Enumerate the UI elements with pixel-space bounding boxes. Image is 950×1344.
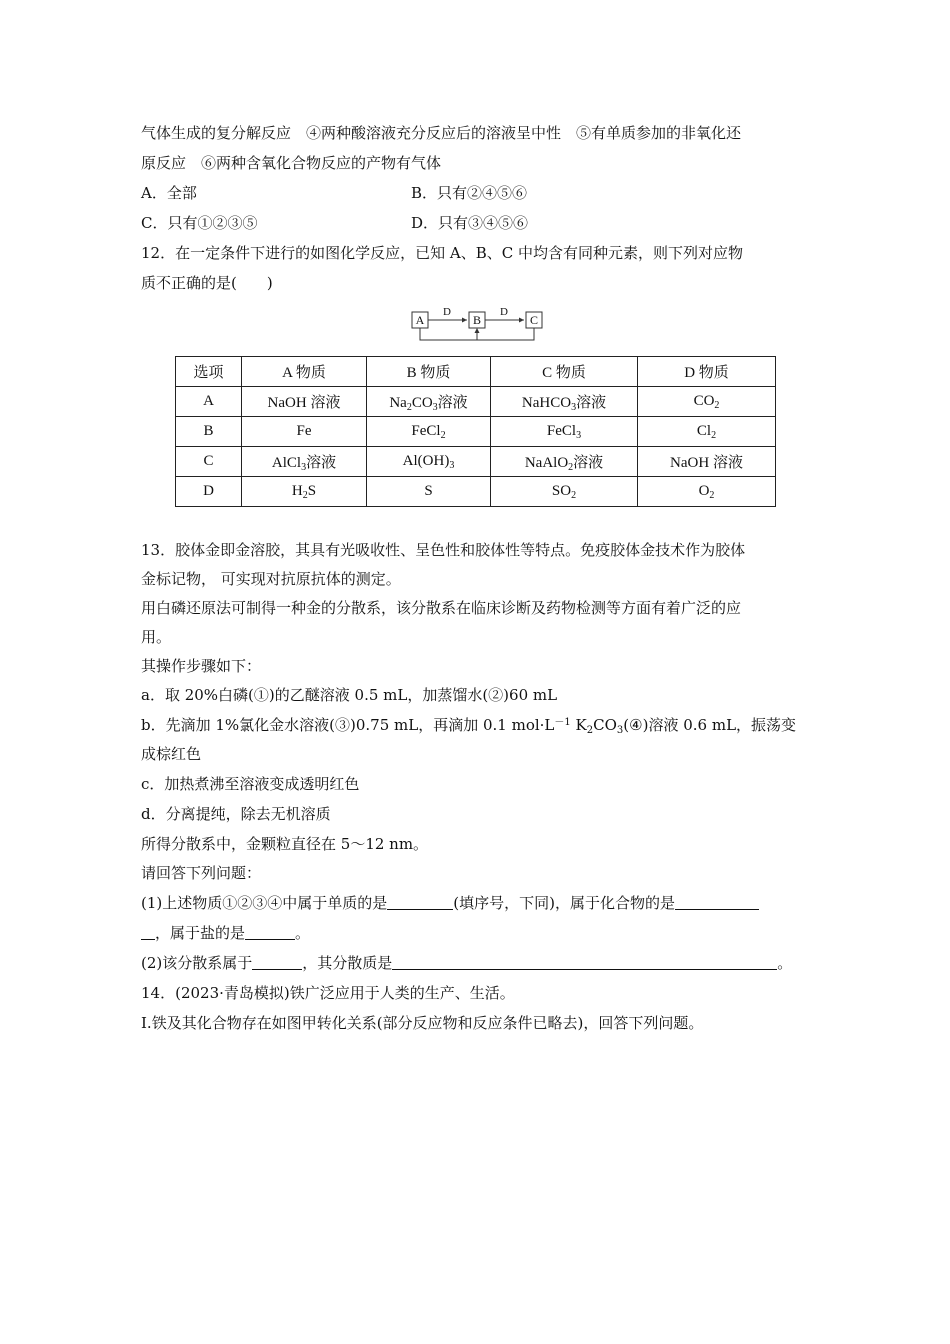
- table-cell: C: [176, 447, 242, 477]
- table-cell: B: [176, 417, 242, 447]
- q13-step-c: c．加热煮沸至溶液变成透明红色: [141, 775, 360, 793]
- table-header: C 物质: [491, 357, 638, 387]
- table-row: [176, 387, 776, 417]
- table-cell: $Al(OH)_3$: [367, 447, 491, 477]
- table-cell: $O_2$: [638, 477, 776, 507]
- q13-line-4: 用。: [141, 628, 172, 646]
- q11-options-row-2: [141, 208, 813, 238]
- arrow-to-b-head: [475, 328, 480, 333]
- table-header-row: [176, 357, 776, 387]
- q13-line-3: 用白磷还原法可制得一种金的分散系，该分散系在临床诊断及药物检测等方面有着广泛的应: [141, 599, 742, 617]
- q14-line-2: Ⅰ.铁及其化合物存在如图甲转化关系(部分反应物和反应条件已略去)，回答下列问题。: [141, 1014, 704, 1032]
- q12-line-2: 质不正确的是( ): [141, 274, 273, 292]
- q14-line-1: 14．(2023·青岛模拟)铁广泛应用于人类的生产、生活。: [141, 984, 515, 1002]
- q13-step-a: a．取 20%白磷(①)的乙醚溶液 0.5 mL，加蒸馏水(②)60 mL: [141, 686, 558, 704]
- table-cell: D: [176, 477, 242, 507]
- table-cell: $CO_2$: [638, 387, 776, 417]
- arrow-a-b-head: [462, 318, 467, 323]
- answer-blank[interactable]: [245, 925, 295, 940]
- q11-option-d: D．只有③④⑤⑥: [411, 214, 529, 232]
- table-cell: FeCl$_3$: [491, 417, 638, 447]
- q11-line-1: 气体生成的复分解反应 ④两种酸溶液充分反应后的溶液呈中性 ⑤有单质参加的非氧化还: [141, 124, 742, 142]
- q11-option-c: C．只有①②③⑤: [141, 214, 258, 232]
- table-cell: $H_2S$: [242, 477, 367, 507]
- table-header: 选项: [176, 357, 242, 387]
- table-cell: A: [176, 387, 242, 417]
- q13-result: 所得分散系中，金颗粒直径在 5～12 nm。: [141, 835, 429, 853]
- table-cell: $Na_2CO_3$溶液: [367, 387, 491, 417]
- edge-label-1: D: [443, 306, 451, 318]
- answer-blank[interactable]: [252, 955, 302, 970]
- answer-blank[interactable]: [387, 895, 453, 910]
- q13-line-5: 其操作步骤如下：: [141, 657, 262, 675]
- table-cell: Fe: [242, 417, 367, 447]
- options-table: [175, 356, 776, 507]
- answer-blank[interactable]: [141, 925, 155, 940]
- table-cell: NaHCO$_3$溶液: [491, 387, 638, 417]
- table-header: B 物质: [367, 357, 491, 387]
- answer-blank[interactable]: [392, 955, 777, 970]
- q13-line-1: 13．胶体金即金溶胶，其具有光吸收性、呈色性和胶体性等特点。免疫胶体金技术作为胶体: [141, 541, 746, 559]
- node-b: B: [472, 313, 482, 327]
- q11-options-row-1: [141, 178, 813, 208]
- q13-part-2: (2)该分散系属于 ，其分散质是 。: [141, 954, 793, 972]
- q11-line-2: 原反应 ⑥两种含氧化合物反应的产物有气体: [141, 154, 442, 172]
- edge-label-2: D: [500, 306, 508, 318]
- node-a: A: [415, 313, 425, 327]
- table-cell: FeCl$_2$: [367, 417, 491, 447]
- table-row: [176, 477, 776, 507]
- q13-line-2: 金标记物， 可实现对抗原抗体的测定。: [141, 570, 401, 588]
- table-cell: NaAlO$_2$溶液: [491, 447, 638, 477]
- table-row: [176, 417, 776, 447]
- q11-option-a: A．全部: [141, 184, 197, 202]
- table-cell: NaOH 溶液: [242, 387, 367, 417]
- table-cell: $SO_2$: [491, 477, 638, 507]
- table-cell: $Cl_2$: [638, 417, 776, 447]
- node-c: C: [529, 313, 539, 327]
- q12-line-1: 12．在一定条件下进行的如图化学反应，已知 A、B、C 中均含有同种元素，则下列对应物: [141, 244, 743, 262]
- reaction-diagram: [409, 304, 549, 348]
- table-cell: S: [367, 477, 491, 507]
- q11-option-b: B．只有②④⑤⑥: [411, 184, 528, 202]
- table-row: [176, 447, 776, 477]
- answer-blank[interactable]: [675, 895, 759, 910]
- table-cell: NaOH 溶液: [638, 447, 776, 477]
- q13-step-d: d．分离提纯，除去无机溶质: [141, 805, 331, 823]
- q13-part-1-line-1: (1)上述物质①②③④中属于单质的是 (填序号，下同)，属于化合物的是: [141, 888, 759, 918]
- q13-part-1-line-2: ，属于盐的是 。: [141, 918, 310, 948]
- table-header: A 物质: [242, 357, 367, 387]
- arrow-b-c-head: [519, 318, 524, 323]
- q13-step-b-line-2: 成棕红色: [141, 745, 202, 763]
- table-cell: AlCl$_3$溶液: [242, 447, 367, 477]
- q13-ask: 请回答下列问题：: [141, 864, 262, 882]
- q13-step-b-line-1: b．先滴加 1%氯化金水溶液(③)0.75 mL，再滴加 0.1 $mol\cdot L^{-1}$ $K_2CO_3(④)$溶液 0.6 mL，振荡变: [141, 716, 797, 736]
- table-header: D 物质: [638, 357, 776, 387]
